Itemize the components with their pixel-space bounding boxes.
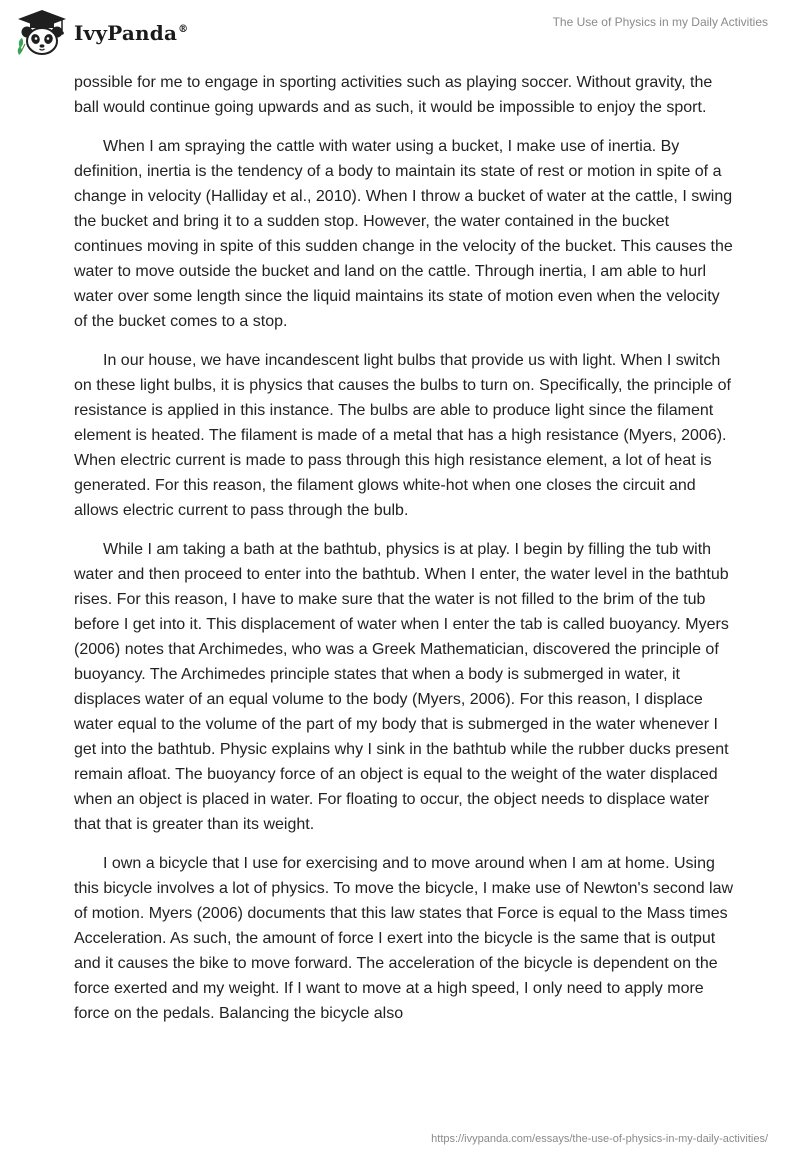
essay-body — [74, 70, 734, 1040]
ivypanda-logo[interactable] — [16, 8, 188, 58]
document-title: The Use of Physics in my Daily Activities — [552, 15, 768, 29]
paragraph: While I am taking a bath at the bathtub, physics is at play. I begin by filling the tub with water and then proceed to enter into the bathtub. When I enter, the water level in the bathtub rises. For this reason, I have to make sure that the water is not filled to the brim of the tub before I get into it. This displacement of water when I enter the tab is called buoyancy. Myers (2006) notes that Archimedes, who was a Greek Mathematician, discovered the principle of buoyancy. The Archimedes principle states that when a body is submerged in water, it displaces water of an equal volume to the body (Myers, 2006). For this reason, I displace water equal to the volume of the part of my body that is submerged in the water whenever I get into the bathtub. Physic explains why I sink in the bathtub while the rubber ducks present remain afloat. The buoyancy force of an object is equal to the weight of the water displaced when an object is placed in water. For floating to occur, the object needs to displace water that that is greater than its weight. — [74, 541, 729, 833]
panda-graduate-icon — [16, 8, 68, 58]
brand-name: IvyPanda® — [74, 21, 189, 45]
paragraph: possible for me to engage in sporting activities such as playing soccer. Without gravity, the ball would continue going upwards and as such, it would be impossible to enjoy the sport. — [74, 74, 713, 116]
page-header — [0, 0, 800, 70]
source-url[interactable]: https://ivypanda.com/essays/the-use-of-physics-in-my-daily-activities/ — [431, 1133, 768, 1145]
paragraph: In our house, we have incandescent light bulbs that provide us with light. When I switch on these light bulbs, it is physics that causes the bulbs to turn on. Specifically, the principle of resistance is applied in this instance. The bulbs are able to produce light since the filament element is heated. The filament is made of a metal that has a high resistance (Myers, 2006). When electric current is made to pass through this high resistance element, a lot of heat is generated. For this reason, the filament glows white-hot when one closes the circuit and allows electric current to pass through the bulb. — [74, 352, 731, 519]
paragraph: I own a bicycle that I use for exercising and to move around when I am at home. Using this bicycle involves a lot of physics. To move the bicycle, I make use of Newton's second law of motion. Myers (2006) documents that this law states that Force is equal to the Mass times Acceleration. As such, the amount of force I exert into the bicycle is the same that is output and it causes the bike to move forward. The acceleration of the bicycle is dependent on the force exerted and my weight. If I want to move at a high speed, I only need to apply more force on the pedals. Balancing the bicycle also — [74, 855, 734, 1022]
paragraph: When I am spraying the cattle with water using a bucket, I make use of inertia. By definition, inertia is the tendency of a body to maintain its state of rest or motion in spite of a change in velocity (Halliday et al., 2010). When I throw a bucket of water at the cattle, I swing the bucket and bring it to a sudden stop. However, the water contained in the bucket continues moving in spite of this sudden change in the velocity of the bucket. This causes the water to move outside the bucket and land on the cattle. Through inertia, I am able to hurl water over some length since the liquid maintains its state of motion even when the velocity of the bucket comes to a stop. — [74, 138, 733, 330]
